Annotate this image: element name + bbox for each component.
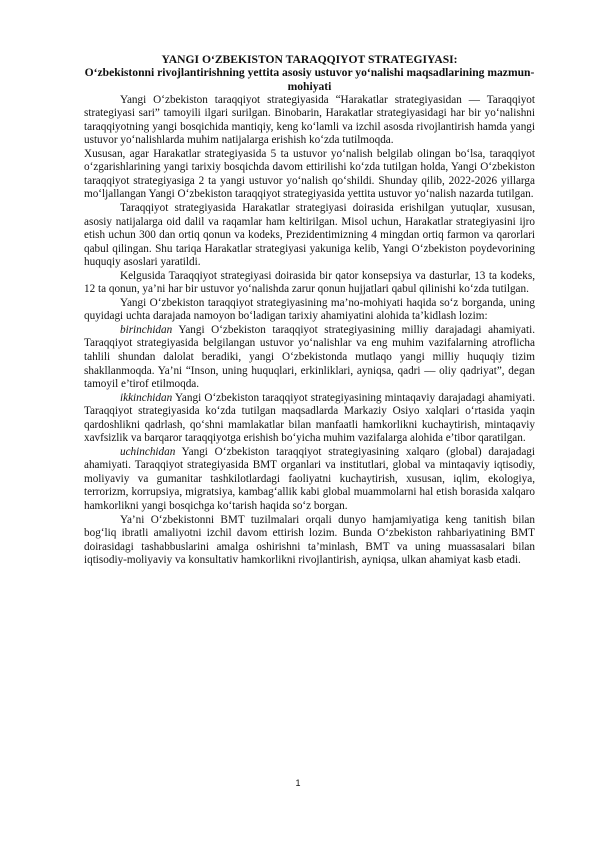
- paragraph-9: [84, 514, 535, 568]
- document-title: YANGI O‘ZBEKISTON TARAQQIYOT STRATEGIYASI:: [161, 53, 458, 66]
- paragraph-2: [84, 148, 535, 202]
- page-number: 1: [295, 778, 301, 788]
- document-page: [84, 53, 535, 568]
- paragraph-1: [84, 94, 535, 148]
- paragraph-text: Ya’ni O‘zbekistonni BMT tuzilmalari orqali dunyo hamjamiyatiga keng tanitish bilan bog‘liq ibratli amaliyotni izchil davom ettirish lozim. Bunda O‘zbekiston rahbariyatining BMT doirasidagi tashabbuslarini amalga oshirishni ta’minlash, BMT va uning muassasalari bilan iqtisodiy-moliyaviy va konsultativ hamkorlikni rivojlantirish, ayniqsa, ulkan ahamiyat kasb etadi.: [84, 513, 535, 567]
- paragraph-text: Taraqqiyot strategiyasida Harakatlar strategiyasi doirasida erishilgan yutuqlar, xususan, asosiy natijalarga oid dalil va raqamlar ham keltirilgan. Misol uchun, Harakatlar strategiyasini ijro etish uchun 300 dan ortiq qonun va kodeks, Prezidentimizning 4 mingdan ortiq farmon va qarorlari qabul qilingan. Shu tariqa Harakatlar strategiyasi yakuniga kelib, Yangi O‘zbekiston poydevorining huquqiy asoslari yaratildi.: [84, 201, 535, 269]
- italic-lead: birinchidan: [120, 323, 173, 336]
- paragraph-text: Yangi O‘zbekiston taraqqiyot strategiyasining mintaqaviy darajadagi ahamiyati. Taraqqiyot strategiyasida ko‘zda tutilgan maqsadlarda Markaziy Osiyo xalqlari o‘rtasida yaqin qardoshlikni qadrlash, qo‘shni mamlakatlar bilan manfaatli hamkorlikni kuchaytirish, mintaqaviy xavfsizlik va barqaror taraqqiyotga erishish bo‘yicha muhim vazifalarga alohida e’tibor qaratilgan.: [84, 391, 535, 445]
- paragraph-text: Kelgusida Taraqqiyot strategiyasi doirasida bir qator konsepsiya va dasturlar, 13 ta kodeks, 12 ta qonun, ya’ni har bir ustuvor yo‘nalishda zarur qonun hujjatlari qabul qilinishi ko‘zda tutilgan.: [84, 269, 535, 296]
- italic-lead: uchinchidan: [120, 445, 176, 458]
- paragraph-5: [84, 297, 535, 324]
- paragraph-4: [84, 270, 535, 297]
- paragraph-text: Yangi O‘zbekiston taraqqiyot strategiyasining xalqaro (global) darajadagi ahamiyati. Taraqqiyot strategiyasida BMT organlari va institutlari, global va mintaqaviy iqtisodiy, moliyaviy va gumanitar tashkilotlardagi faoliyatni kuchaytirish, xususan, iqlim, ekologiya, terrorizm, korrupsiya, migratsiya, kambag‘allik kabi global muammolarni hal etish borasida xalqaro hamkorlikni yangi bosqichga ko‘tarish haqida so‘z borgan.: [84, 445, 535, 512]
- paragraph-7: [84, 392, 535, 446]
- paragraph-text: Yangi O‘zbekiston taraqqiyot strategiyasida “Harakatlar strategiyasidan — Taraqqiyot strategiyasi sari” tamoyili ilgari surilgan. Binobarin, Harakatlar strategiyasidagi har bir yo‘nalishni taraqqiyotning yangi bosqichida mantiqiy, keng ko‘lamli va izchil asosda rivojlantirish hamda yangi ustuvor yo‘nalishlarda muhim natijalarga erishish ko‘zda tutilmoqda.: [84, 93, 535, 147]
- paragraph-3: [84, 202, 535, 270]
- document-subtitle: O‘zbekistonni rivojlantirishning yettita asosiy ustuvor yo‘nalishi maqsadlarining mazmun-mohiyati: [84, 66, 535, 93]
- paragraph-text: Yangi O‘zbekiston taraqqiyot strategiyasining milliy darajadagi ahamiyati. Taraqqiyot strategiyasida belgilangan ustuvor yo‘nalishlar va eng muhim vazifalarning atroflicha tahlili shundan dalolat beradiki, yangi O‘zbekistonda mutlaqo yangi milliy huquqiy tizim shakllanmoqda. Ya’ni “Inson, uning huquqlari, erkinliklari, ayniqsa, qadri — oliy qadriyat”, degan tamoyil e’tirof etilmoqda.: [84, 323, 535, 391]
- paragraph-6: [84, 324, 535, 392]
- paragraph-text: Xususan, agar Harakatlar strategiyasida 5 ta ustuvor yo‘nalish belgilab olingan bo‘lsa, taraqqiyot o‘zgarishlarining yangi tarixiy bosqichda davom ettirilishi ko‘zda tutilgan holda, Yangi O‘zbekiston taraqqiyot strategiyasiga 2 ta yangi ustuvor yo‘nalish qo‘shildi. Shunday qilib, 2022-2026 yillarga mo‘ljallangan Yangi O‘zbekiston taraqqiyot strategiyasida yettita ustuvor yo‘nalish nazarda tutilgan.: [84, 147, 535, 201]
- italic-lead: ikkinchidan: [120, 391, 173, 404]
- paragraph-8: [84, 446, 535, 514]
- paragraph-text: Yangi O‘zbekiston taraqqiyot strategiyasining ma’no-mohiyati haqida so‘z borganda, uning quyidagi uchta darajada namoyon bo‘ladigan tarixiy ahamiyatini alohida ta’kidlash lozim:: [84, 296, 535, 323]
